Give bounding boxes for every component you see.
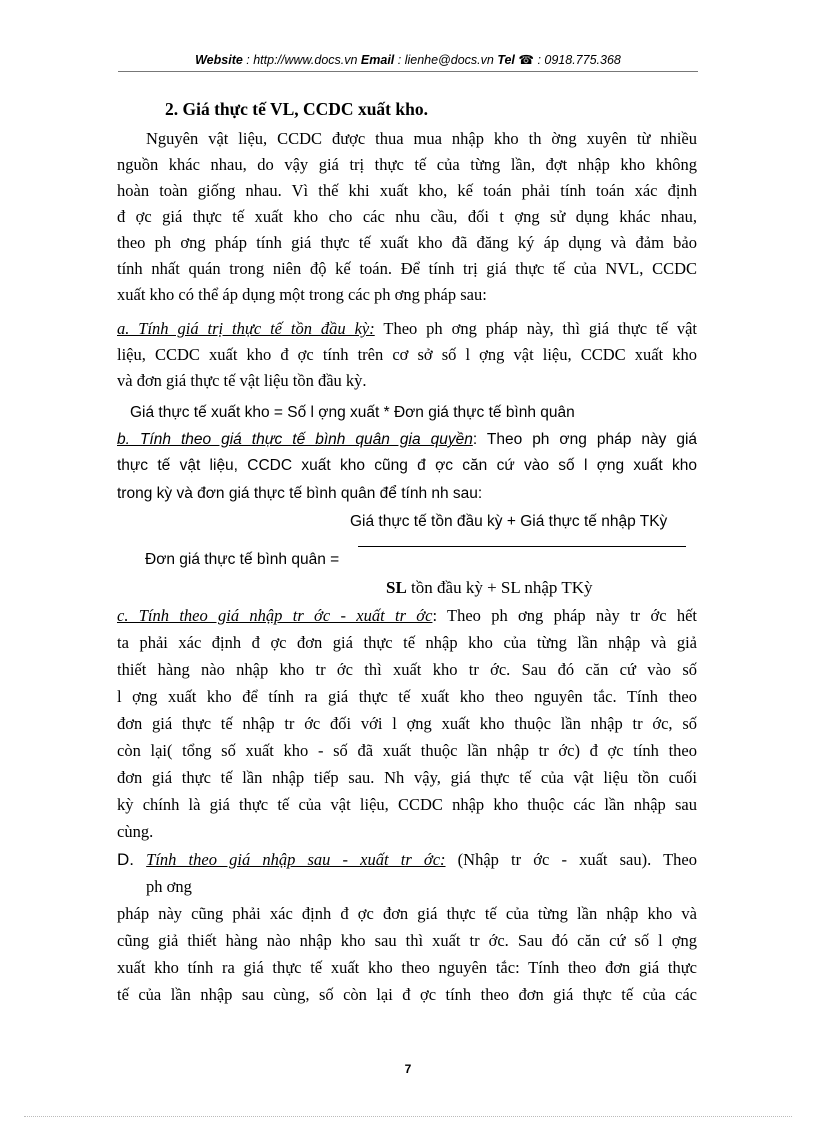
email-label: Email <box>360 53 395 67</box>
intro-line: xuất kho có thể áp dụng một trong các ph ơng pháp sau: <box>117 285 487 304</box>
method-b-line <box>117 429 697 450</box>
method-b-heading: b. Tính theo giá thực tế bình quân gia quyền <box>117 431 473 448</box>
intro-line: theo ph ơng pháp tính giá thực tế xuất kho đã đăng ký áp dụng và đảm bảo <box>117 233 697 252</box>
method-c-line: l ợng xuất kho để tính ra giá thực tế xuất kho theo nguyên tắc. Tính theo <box>117 687 697 706</box>
method-a-line <box>117 319 697 339</box>
intro-line: tính nhất quán trong niên độ kế toán. Để tính trị giá thực tế của NVL, CCDC <box>117 259 697 278</box>
page-bottom-divider <box>24 1116 792 1117</box>
method-d-text: (Nhập tr ớc - xuất sau). Theo <box>445 850 698 869</box>
method-a-line: và đơn giá thực tế vật liệu tồn đầu kỳ. <box>117 371 367 390</box>
denominator-text: tồn đầu kỳ + SL nhập TKỳ <box>406 578 593 597</box>
method-d-line: xuất kho tính ra giá thực tế xuất kho theo nguyên tắc: Tính theo đơn giá thực <box>117 958 697 977</box>
method-c-line: thiết hàng nào nhập kho tr ớc thì xuất kho tr ớc. Sau đó căn cứ vào số <box>117 660 697 679</box>
method-c-line: còn lại( tổng số xuất kho - số đã xuất thuộc lần nhập tr ớc) đ ợc tính theo <box>117 741 697 760</box>
intro-line: nguồn khác nhau, do vậy giá trị thực tế của từng lần, đợt nhập kho không <box>117 155 697 174</box>
intro-line: đ ợc giá thực tế xuất kho cho các nhu cầu, đối t ợng sử dụng khác nhau, <box>117 207 697 226</box>
method-c-heading: c. Tính theo giá nhập tr ớc - xuất tr ớc <box>117 606 433 625</box>
method-a-formula: Giá thực tế xuất kho = Số l ợng xuất * Đơn giá thực tế bình quân <box>130 404 575 421</box>
method-a-text: Theo ph ơng pháp này, thì giá thực tế vật <box>374 319 697 338</box>
method-c-line: đơn giá thực tế lần nhập tiếp sau. Nh vậy, giá thực tế của vật liệu tồn cuối <box>117 768 697 787</box>
email-value[interactable]: : lienhe@docs.vn <box>394 53 498 67</box>
formula-denominator <box>386 578 696 598</box>
page-header <box>0 52 816 67</box>
method-b-line: trong kỳ và đơn giá thực tế bình quân để tính nh sau: <box>117 485 483 502</box>
method-d-line: cũng giả thiết hàng nào nhập kho sau thì xuất tr ớc. Sau đó căn cứ số l ợng <box>117 931 697 950</box>
denominator-sl: SL <box>386 578 407 597</box>
method-c-line: ta phải xác định đ ợc đơn giá thực tế nhập kho của từng lần nhập và giả <box>117 633 697 652</box>
method-c-line <box>117 606 697 626</box>
website-label: Website <box>195 53 243 67</box>
method-d-heading: Tính theo giá nhập sau - xuất tr ớc: <box>146 850 446 869</box>
header-divider <box>118 71 698 72</box>
method-b-text: : Theo ph ơng pháp này giá <box>472 431 698 448</box>
page-number: 7 <box>404 1062 412 1076</box>
method-c-line: kỳ chính là giá thực tế của vật liệu, CCDC nhập kho thuộc các lần nhập sau <box>117 795 697 814</box>
tel-value: : 0918.775.368 <box>533 53 621 67</box>
formula-numerator: Giá thực tế tồn đầu kỳ + Giá thực tế nhập TKỳ <box>350 513 668 530</box>
method-d-label: D. <box>117 850 134 869</box>
website-value[interactable]: : http://www.docs.vn <box>242 53 361 67</box>
method-c-line: đơn giá thực tế nhập tr ớc đối với l ợng xuất kho thuộc lần nhập tr ớc, số <box>117 714 697 733</box>
method-d-line: pháp này cũng phải xác định đ ợc đơn giá thực tế của từng lần nhập kho và <box>117 904 697 923</box>
tel-label: Tel <box>497 53 515 67</box>
intro-line: Nguyên vật liệu, CCDC được thua mua nhập kho th ờng xuyên từ nhiều <box>146 129 697 148</box>
method-d-line <box>117 850 697 870</box>
method-a-heading: a. Tính giá trị thực tế tồn đầu kỳ: <box>117 319 375 338</box>
method-d-line: tế của lần nhập sau cùng, số còn lại đ ợc tính theo đơn giá thực tế của các <box>117 985 697 1004</box>
method-a-line: liệu, CCDC xuất kho đ ợc tính trên cơ sở số l ợng vật liệu, CCDC xuất kho <box>117 345 697 364</box>
fraction-bar <box>358 546 686 547</box>
method-d-line: ph ơng <box>146 877 192 896</box>
phone-icon: ☎ <box>518 53 534 67</box>
method-c-line: cùng. <box>117 822 154 841</box>
method-c-text: : Theo ph ơng pháp này tr ớc hết <box>432 606 697 625</box>
intro-line: hoàn toàn giống nhau. Vì thế khi xuất kho, kế toán phải tính toán xác định <box>117 181 697 200</box>
method-b-line: thực tế vật liệu, CCDC xuất kho cũng đ ợc căn cứ vào số l ợng xuất kho <box>117 457 697 474</box>
formula-lhs: Đơn giá thực tế bình quân = <box>145 551 340 568</box>
section-title: 2. Giá thực tế VL, CCDC xuất kho. <box>165 99 428 119</box>
